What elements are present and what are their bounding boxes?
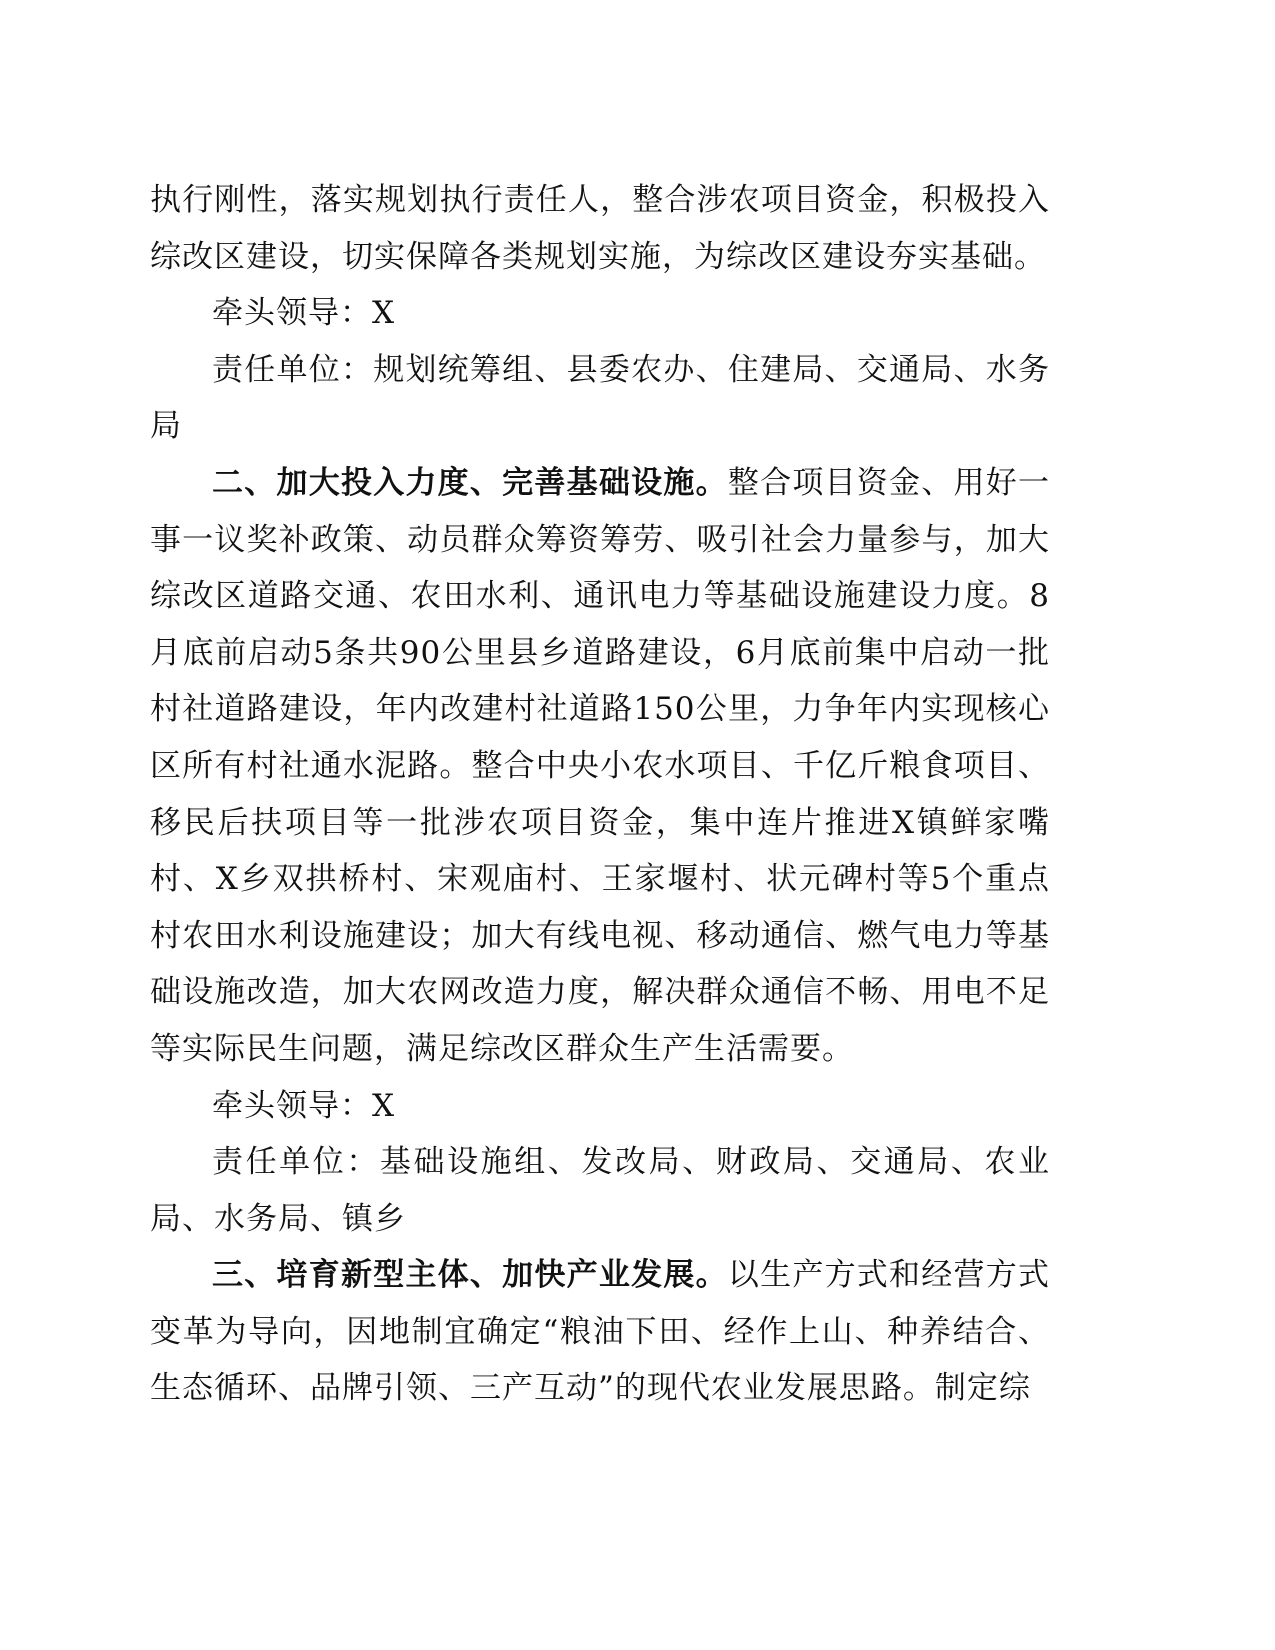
section-2-heading: 二、加大投入力度、完善基础设施。: [212, 464, 728, 501]
section-3-body: 以生产方式和经营方式变革为导向，因地制宜确定“粮油下田、经作上山、种养结合、生态循环、品牌引领、三产互动”的现代农业发展思路。制定综: [150, 1257, 1051, 1407]
lead-leader-line-1: 牵头领导：X: [212, 295, 396, 332]
section-3-heading: 三、培育新型主体、加快产业发展。: [212, 1257, 728, 1294]
section-2-body: 整合项目资金、用好一事一议奖补政策、动员群众筹资筹劳、吸引社会力量参与，加大综改区道路交通、农田水利、通讯电力等基础设施建设力度。8月底前启动5条共90公里县乡道路建设，6月底前集中启动一批村社道路建设，年内改建村社道路150公里，力争年内实现核心区所有村社通水泥路。整合中央小农水项目、千亿斤粮食项目、移民后扶项目等一批涉农项目资金，集中连片推进X镇鲜家嘴村、X乡双拱桥村、宋观庙村、王家堰村、状元碑村等5个重点村农田水利设施建设；加大有线电视、移动通信、燃气电力等基础设施改造，加大农网改造力度，解决群众通信不畅、用电不足等实际民生问题，满足综改区群众生产生活需要。: [150, 464, 1051, 1067]
section-2-paragraph: [150, 455, 1050, 1078]
lead-leader-line-2: 牵头领导：X: [212, 1087, 396, 1124]
document-body: [150, 172, 1050, 1417]
section-3-paragraph: [150, 1247, 1050, 1417]
responsible-units-line-1: 责任单位：规划统筹组、县委农办、住建局、交通局、水务局: [150, 351, 1050, 445]
responsible-units-line-2: 责任单位：基础设施组、发改局、财政局、交通局、农业局、水务局、镇乡: [150, 1144, 1050, 1237]
paragraph-continuation: 执行刚性，落实规划执行责任人，整合涉农项目资金，积极投入综改区建设，切实保障各类规划实施，为综改区建设夯实基础。: [150, 182, 1050, 275]
